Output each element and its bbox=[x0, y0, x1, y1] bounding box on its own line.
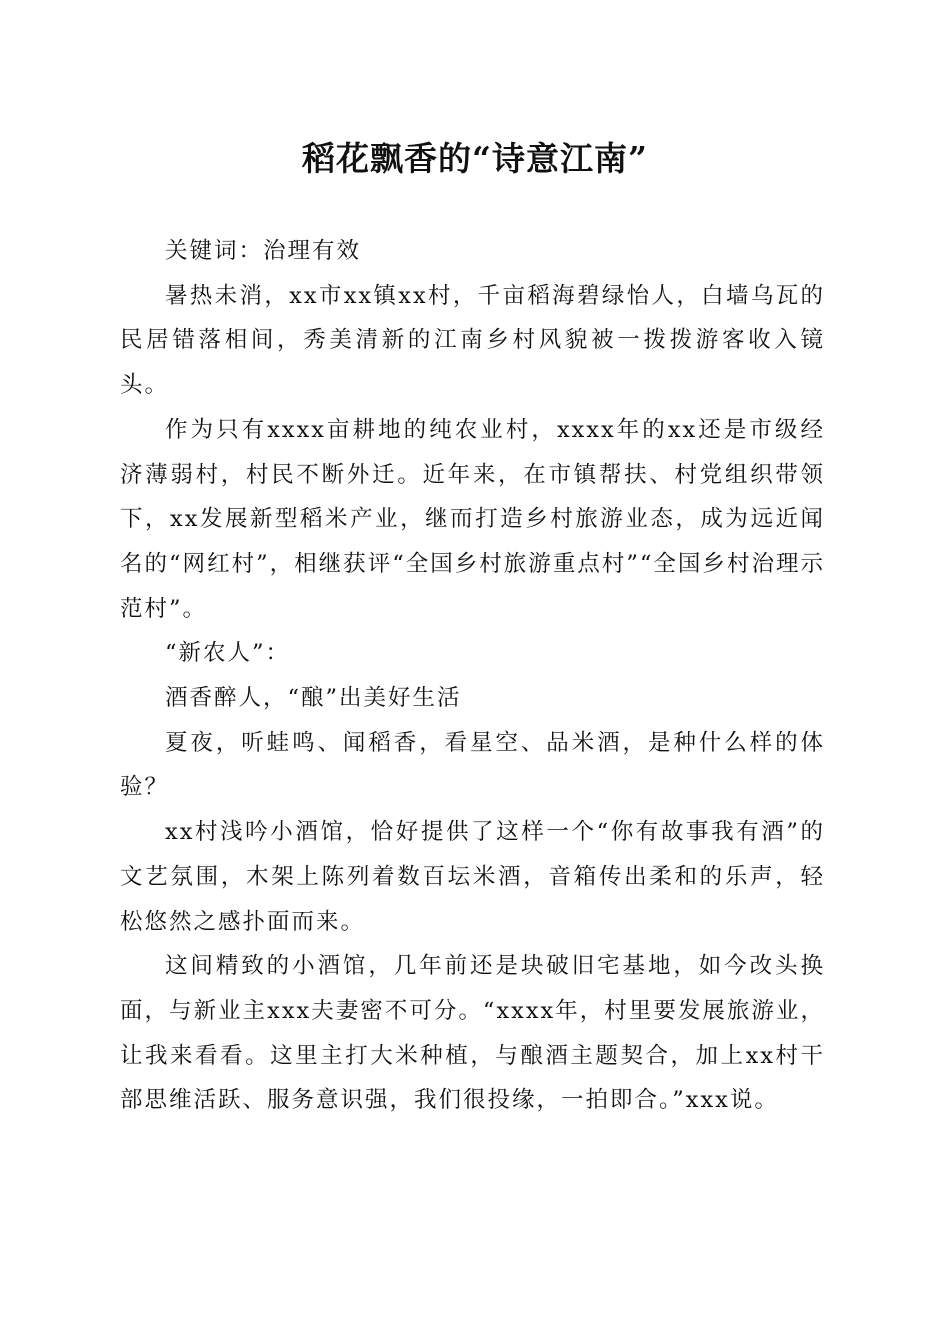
body-paragraph: xx村浅吟小酒馆，恰好提供了这样一个“你有故事我有酒”的文艺氛围，木架上陈列着数百坛米酒，音箱传出柔和的乐声，轻松悠然之感扑面而来。 bbox=[120, 819, 825, 935]
document-title: 稻花飘香的“诗意江南” bbox=[302, 139, 648, 178]
body-paragraph: 暑热未消，xx市xx镇xx村，千亩稻海碧绿怡人，白墙乌瓦的民居错落相间，秀美清新的江南乡村风貌被一拨拨游客收入镜头。 bbox=[120, 282, 825, 399]
section-label: “新农人”： bbox=[165, 640, 291, 667]
section-heading: 酒香醉人，“酿”出美好生活 bbox=[165, 685, 462, 712]
body-paragraph: 作为只有xxxx亩耕地的纯农业村，xxxx年的xx还是市级经济薄弱村，村民不断外迁。近年来，在市镇帮扶、村党组织带领下，xx发展新型稻米产业，继而打造乡村旅游业态，成为远近闻名的“网红村”，相继获评“全国乡村旅游重点村”“全国乡村治理示范村”。 bbox=[120, 416, 825, 622]
body-paragraph: 夏夜，听蛙鸣、闻稻香，看星空、品米酒，是种什么样的体验？ bbox=[120, 729, 825, 801]
keywords-paragraph: 关键词：治理有效 bbox=[165, 238, 362, 264]
document-body bbox=[120, 229, 825, 1123]
body-paragraph: 这间精致的小酒馆，几年前还是块破旧宅基地，如今改头换面，与新业主xxx夫妻密不可分。“xxxx年，村里要发展旅游业，让我来看看。这里主打大米种植，与酿酒主题契合，加上xx村干部思维活跃、服务意识强，我们很投缘，一拍即合。”xxx说。 bbox=[120, 953, 825, 1114]
